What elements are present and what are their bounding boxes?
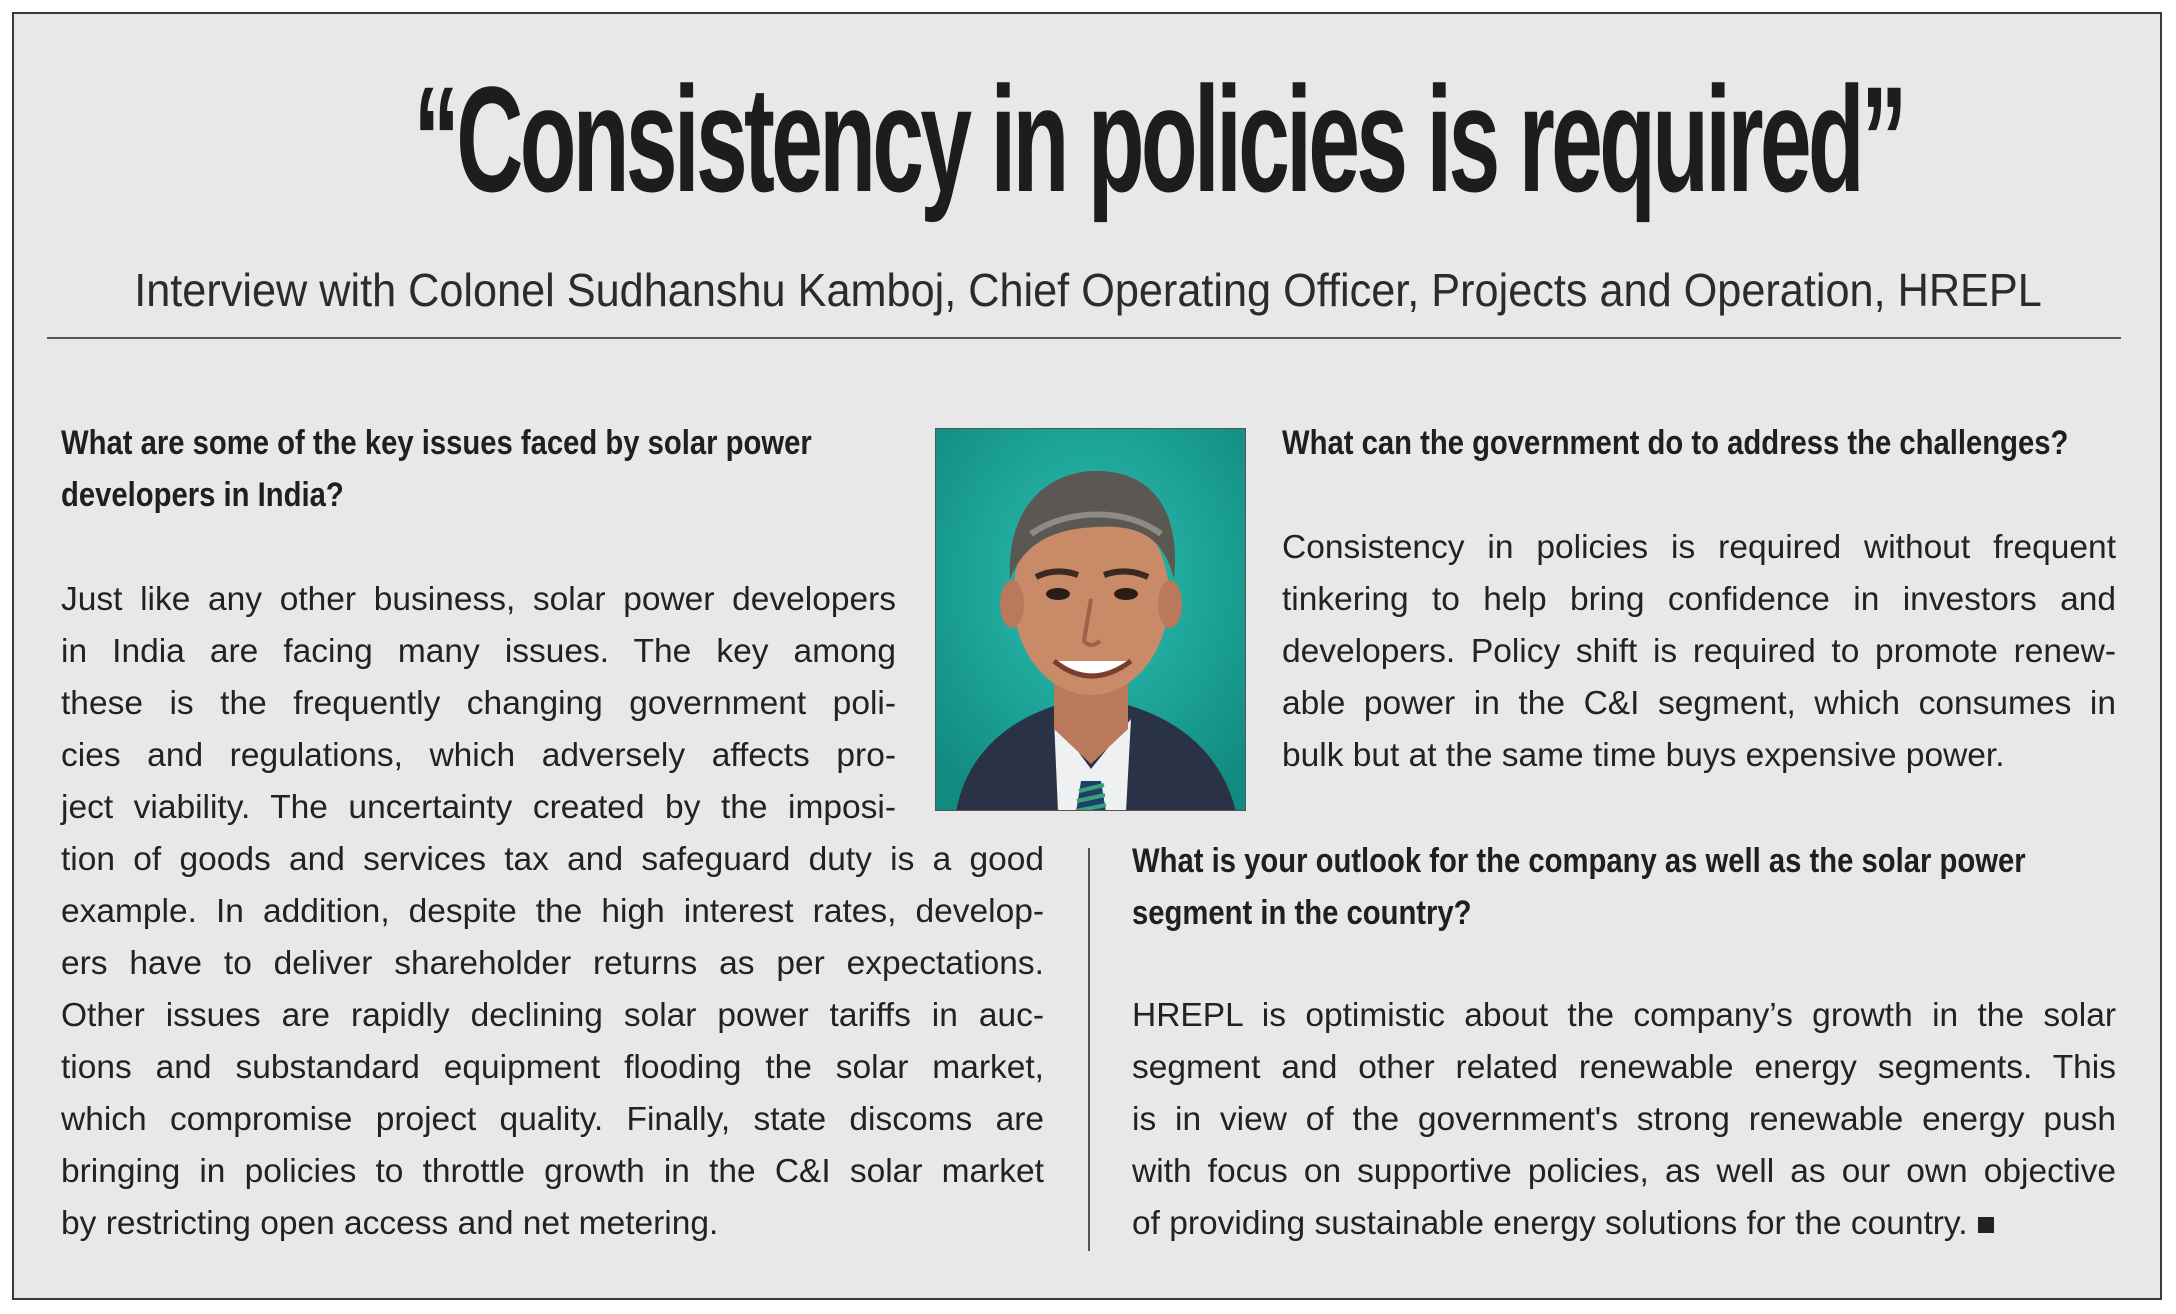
- answer-2: [1282, 522, 2116, 782]
- answer-1-line-3: these is the frequently changing government poli-: [61, 685, 896, 722]
- answer-1-line-9: Other issues are rapidly declining solar power tariffs in auc-: [61, 997, 1044, 1034]
- answer-3-line-3: is in view of the government's strong renewable energy push: [1132, 1101, 2116, 1138]
- answer-1-line-10: tions and substandard equipment flooding the solar market,: [61, 1049, 1044, 1086]
- question-3-line-2: segment in the country?: [1132, 894, 1472, 932]
- answer-1-line-7: example. In addition, despite the high interest rates, develop-: [61, 893, 1044, 930]
- answer-1-line-12: bringing in policies to throttle growth in the C&I solar market: [61, 1153, 1044, 1190]
- answer-1-line-6: tion of goods and services tax and safeguard duty is a good: [61, 841, 1044, 878]
- question-1-line-2: developers in India?: [61, 476, 344, 514]
- answer-3-line-5: of providing sustainable energy solutions for the country.: [1132, 1205, 1968, 1242]
- answer-2-line-4: able power in the C&I segment, which consumes in: [1282, 685, 2116, 722]
- question-3-line-1: What is your outlook for the company as well as the solar power: [1132, 842, 2026, 880]
- divider-rule: [47, 337, 2121, 339]
- answer-3-line-1: HREPL is optimistic about the company’s growth in the solar: [1132, 997, 2116, 1034]
- subhead: Interview with Colonel Sudhanshu Kamboj, Chief Operating Officer, Projects and Operation, HREPL: [134, 264, 2042, 316]
- answer-3-line-2: segment and other related renewable energy segments. This: [1132, 1049, 2116, 1086]
- answer-3-line-5-wrap: [1132, 1198, 2116, 1250]
- end-of-article-square-icon: [1978, 1217, 1994, 1233]
- headline: “Consistency in policies is required”: [413, 55, 1904, 223]
- question-1-line-1: What are some of the key issues faced by solar power: [61, 424, 812, 462]
- question-1: [61, 417, 901, 521]
- answer-1-line-2: in India are facing many issues. The key among: [61, 633, 896, 670]
- column-divider: [1088, 848, 1090, 1251]
- answer-2-line-3: developers. Policy shift is required to promote renew-: [1282, 633, 2116, 670]
- answer-2-line-2: tinkering to help bring confidence in investors and: [1282, 581, 2116, 618]
- answer-1-line-8: ers have to deliver shareholder returns as per expectations.: [61, 945, 1044, 982]
- answer-2-line-1: Consistency in policies is required without frequent: [1282, 529, 2116, 566]
- answer-1-line-4: cies and regulations, which adversely affects pro-: [61, 737, 896, 774]
- answer-1-bottom: [61, 834, 1044, 1250]
- portrait-photo: [935, 428, 1246, 811]
- portrait-illustration: [936, 429, 1246, 811]
- answer-2-line-5: bulk but at the same time buys expensive power.: [1282, 737, 2005, 774]
- answer-3-line-4: with focus on supportive policies, as well as our own objective: [1132, 1153, 2116, 1190]
- answer-1-line-11: which compromise project quality. Finally, state discoms are: [61, 1101, 1044, 1138]
- answer-3: [1132, 990, 2116, 1250]
- question-2-line-1: What can the government do to address the challenges?: [1282, 424, 2069, 462]
- answer-1-top: [61, 574, 896, 834]
- answer-1-line-13: by restricting open access and net metering.: [61, 1205, 719, 1242]
- question-2: [1282, 417, 2122, 469]
- question-3: [1132, 835, 2122, 939]
- answer-1-line-1: Just like any other business, solar power developers: [61, 581, 896, 618]
- answer-1-line-5: ject viability. The uncertainty created by the imposi-: [61, 789, 896, 826]
